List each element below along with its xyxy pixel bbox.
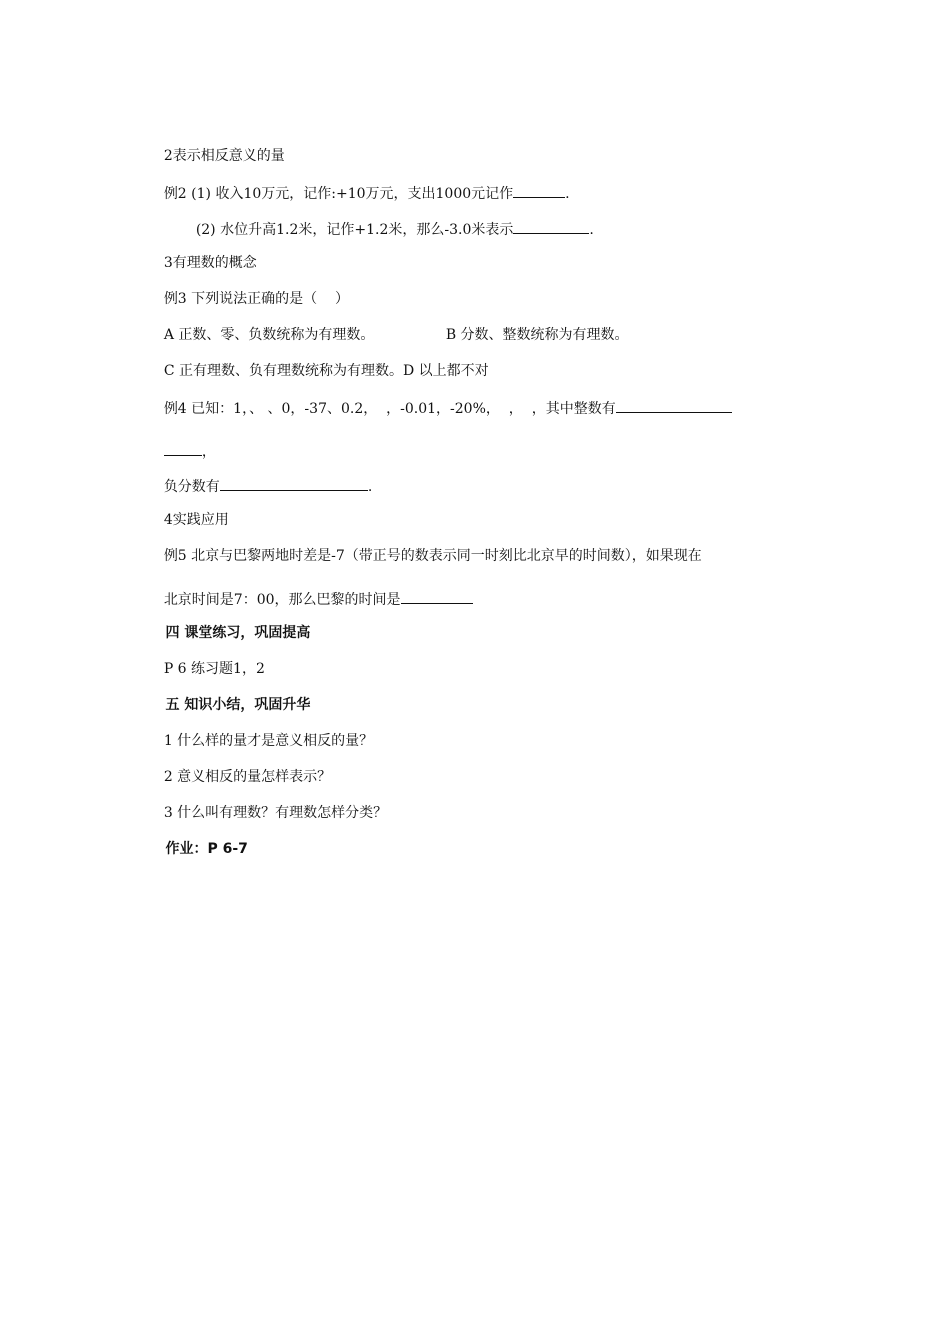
example-2-part-1: 例2 (1) 收入10万元，记作:+10万元，支出1000元记作 . bbox=[146, 165, 570, 221]
example-4-continuation: ， bbox=[146, 423, 216, 479]
section-3-heading: 3有理数的概念 bbox=[163, 255, 257, 271]
section-4-heading: 4实践应用 bbox=[163, 512, 229, 528]
answer-blank bbox=[513, 219, 589, 234]
answer-blank bbox=[164, 441, 202, 456]
summary-question-3: 3 什么叫有理数？有理数怎样分类？ bbox=[163, 805, 388, 821]
section-four-heading: 四 课堂练习，巩固提高 bbox=[165, 625, 311, 641]
answer-blank bbox=[220, 476, 368, 491]
example-5-question: 例5 北京与巴黎两地时差是-7（带正号的数表示同一时刻比北京早的时间数），如果现在 bbox=[163, 548, 702, 564]
example-4-question: 例4 已知：1，、 、0，-37、0.2， ，-0.01，-20%， ， ，其中整数有 bbox=[146, 380, 732, 436]
section-five-heading: 五 知识小结，巩固升华 bbox=[165, 697, 311, 713]
example-5-continuation: 北京时间是7：00，那么巴黎的时间是 bbox=[146, 571, 473, 627]
example-2-part-2: (2) 水位升高1.2米，记作+1.2米，那么-3.0米表示 . bbox=[178, 201, 594, 257]
section-2-heading: 2表示相反意义的量 bbox=[163, 148, 285, 164]
summary-question-1: 1 什么样的量才是意义相反的量？ bbox=[163, 733, 374, 749]
example-4-negative-fractions: 负分数有 . bbox=[146, 458, 372, 514]
answer-blank bbox=[616, 398, 732, 413]
example-3-option-c-d: C 正有理数、负有理数统称为有理数。D 以上都不对 bbox=[163, 363, 489, 379]
practice-line: P 6 练习题1，2 bbox=[163, 661, 265, 677]
answer-blank bbox=[401, 589, 473, 604]
example-3-option-b: B 分数、整数统称为有理数。 bbox=[445, 327, 629, 343]
example-3-option-a: A 正数、零、负数统称为有理数。 bbox=[163, 327, 375, 343]
summary-question-2: 2 意义相反的量怎样表示？ bbox=[163, 769, 332, 785]
example-3-question: 例3 下列说法正确的是（ ） bbox=[163, 291, 349, 307]
homework-line: 作业：P 6-7 bbox=[165, 841, 248, 857]
answer-blank bbox=[513, 183, 565, 198]
